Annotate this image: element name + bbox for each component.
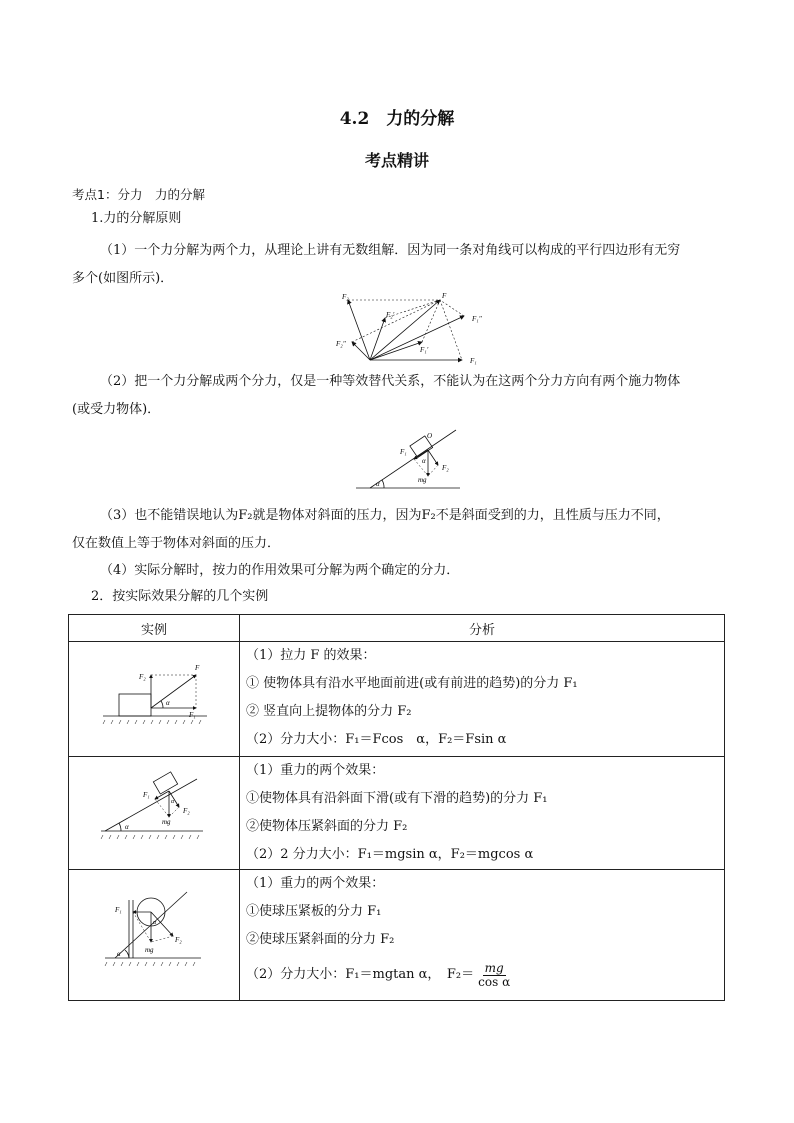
row3-analysis-cell bbox=[240, 870, 725, 1001]
fig1-label-F: F bbox=[442, 292, 447, 300]
row3-label-alpha: α bbox=[117, 950, 121, 958]
paragraph-4: （4）实际分解时，按力的作用效果可分解为两个确定的分力． bbox=[100, 563, 460, 578]
row3-line-1: （1）重力的两个效果： bbox=[246, 876, 385, 891]
fig2-label-F1: F₁ bbox=[400, 448, 407, 456]
paragraph-1-line-2: 多个(如图所示)． bbox=[72, 271, 174, 286]
page-title: 4.2 力的分解 bbox=[339, 109, 455, 129]
paragraph-2-line-2: (或受力物体)． bbox=[72, 402, 161, 417]
figure-parallelogram-decomposition bbox=[330, 288, 490, 366]
row2-figure-block-on-incline bbox=[69, 757, 239, 865]
table-row bbox=[69, 870, 725, 1001]
section-label: 考点1：分力 力的分解 bbox=[72, 187, 205, 202]
row3-label-alpha-top: α bbox=[153, 920, 157, 926]
fig1-label-F1: F₁ bbox=[470, 357, 477, 365]
row1-label-F1: F₁ bbox=[189, 711, 196, 719]
row1-line-1: （1）拉力 F 的效果： bbox=[246, 648, 376, 663]
row3-line-3: ②使球压紧斜面的分力 F₂ bbox=[246, 932, 395, 947]
row3-label-F2: F₂ bbox=[175, 936, 182, 944]
row2-line-1: （1）重力的两个效果： bbox=[246, 763, 385, 778]
fig1-label-F2pp: F₂″ bbox=[336, 340, 346, 348]
row2-line-4: （2）2 分力大小：F₁＝mgsin α，F₂＝mgcos α bbox=[246, 847, 534, 862]
examples-heading: 2．按实际效果分解的几个实例 bbox=[91, 589, 269, 604]
principle-heading: 1.力的分解原则 bbox=[91, 211, 182, 226]
paragraph-1-line-1: （1）一个力分解为两个力，从理论上讲有无数组解．因为同一条对角线可以构成的平行四边形有无穷 bbox=[100, 243, 681, 258]
fraction-denominator: cos α bbox=[478, 974, 511, 989]
paragraph-3-line-1: （3）也不能错误地认为F₂就是物体对斜面的压力，因为F₂不是斜面受到的力，且性质与压力不同， bbox=[100, 508, 670, 523]
fig1-label-F2p: F₂′ bbox=[386, 311, 395, 319]
table-row bbox=[69, 642, 725, 757]
row1-line-4: （2）分力大小：F₁＝Fcos α，F₂＝Fsin α bbox=[246, 732, 507, 747]
header-analysis: 分析 bbox=[240, 615, 725, 642]
fig1-label-F1pp: F₁″ bbox=[472, 315, 482, 323]
figure-block-on-incline bbox=[352, 424, 464, 496]
row3-line-4-text: （2）分力大小：F₁＝mgtan α， F₂＝ bbox=[246, 967, 475, 982]
row1-label-F2: F₂ bbox=[139, 673, 146, 681]
row3-label-F1: F₁ bbox=[115, 906, 122, 914]
fig1-label-F1p: F₁′ bbox=[420, 346, 429, 354]
row2-label-alpha-top: α bbox=[171, 799, 175, 805]
row2-line-2: ①使物体具有沿斜面下滑(或有下滑的趋势)的分力 F₁ bbox=[246, 791, 548, 806]
row2-label-alpha: α bbox=[125, 823, 129, 831]
fig2-label-O: O bbox=[427, 432, 433, 440]
row2-label-F2: F₂ bbox=[183, 807, 190, 815]
row3-figure-cell bbox=[69, 870, 240, 1001]
row1-analysis-cell bbox=[240, 642, 725, 757]
row3-line-2: ①使球压紧板的分力 F₁ bbox=[246, 904, 382, 919]
row1-line-3: ② 竖直向上提物体的分力 F₂ bbox=[246, 704, 412, 719]
fraction-numerator: mg bbox=[484, 960, 504, 975]
fig2-label-alpha-top: α bbox=[422, 457, 426, 465]
row2-figure-cell bbox=[69, 757, 240, 870]
table-row bbox=[69, 757, 725, 870]
fig2-label-mg: mg bbox=[418, 476, 427, 484]
row3-line-4 bbox=[240, 954, 724, 996]
row1-line-2: ① 使物体具有沿水平地面前进(或有前进的趋势)的分力 F₁ bbox=[246, 676, 578, 691]
row1-label-F: F bbox=[195, 664, 200, 672]
fig1-label-F2: F₂ bbox=[342, 293, 349, 301]
row2-label-mg: mg bbox=[162, 818, 171, 826]
header-example: 实例 bbox=[69, 615, 240, 642]
row2-label-F1: F₁ bbox=[143, 791, 150, 799]
page-subtitle: 考点精讲 bbox=[364, 151, 429, 170]
paragraph-2-line-1: （2）把一个力分解成两个分力，仅是一种等效替代关系，不能认为在这两个分力方向有两个施力物体 bbox=[100, 374, 681, 389]
row1-figure-pull-on-block bbox=[69, 642, 239, 752]
row2-analysis-cell bbox=[240, 757, 725, 870]
row1-figure-cell bbox=[69, 642, 240, 757]
table-header-row bbox=[69, 615, 725, 642]
row1-label-alpha: α bbox=[166, 699, 170, 707]
row3-fraction bbox=[476, 962, 512, 989]
examples-table bbox=[68, 614, 725, 1001]
fig2-label-alpha: α bbox=[376, 480, 380, 488]
paragraph-3-line-2: 仅在数值上等于物体对斜面的压力． bbox=[72, 536, 281, 551]
row3-label-mg: mg bbox=[145, 946, 154, 954]
row3-figure-ball-on-incline bbox=[69, 870, 239, 996]
fig2-label-F2: F₂ bbox=[442, 464, 449, 472]
row2-line-3: ②使物体压紧斜面的分力 F₂ bbox=[246, 819, 408, 834]
